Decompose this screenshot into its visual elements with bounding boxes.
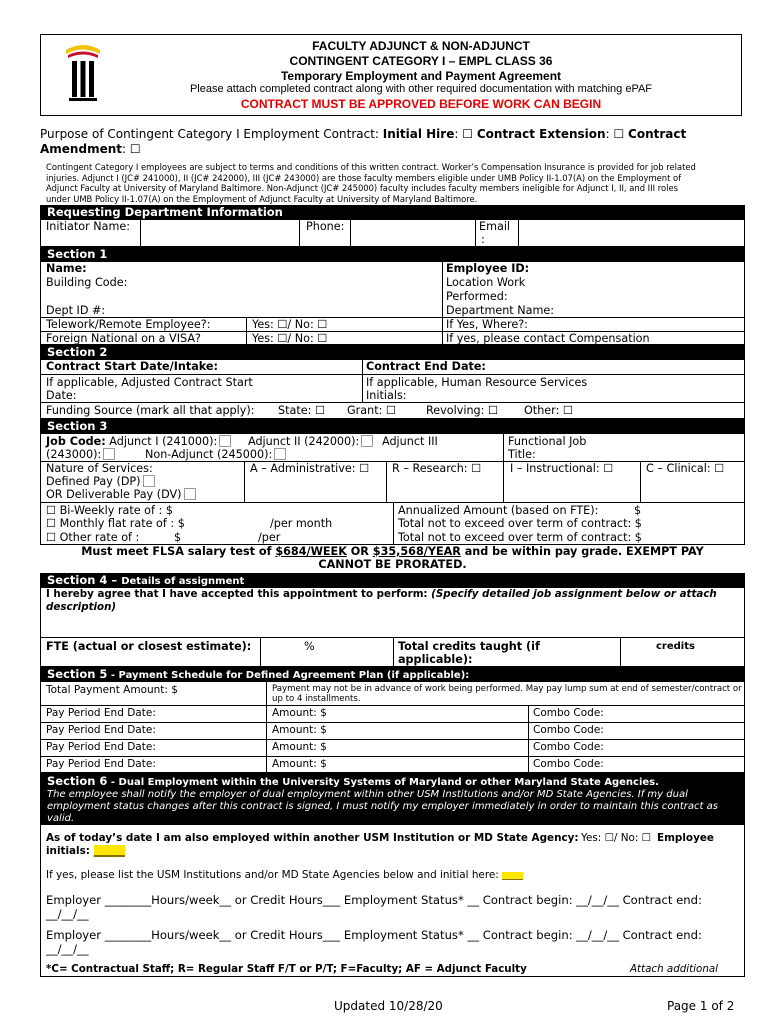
contract-end-label: Contract End Date: [366, 360, 486, 373]
dept-id-label: Dept ID #: [46, 304, 106, 317]
email-label-colon: : [481, 233, 485, 246]
section6-header: Section 6 - Dual Employment within the University Systems of Maryland or other Maryland State Agencies. The employee shall notify the employer of dual employment within other USM Institutions and/or MD State Agencies. If my dual employment status changes after this contract is signed, I must notify my employer immediately in order to maintain this contract as valid. [40, 773, 745, 825]
form-header [40, 34, 742, 116]
defined-pay-label: Defined Pay (DP) [46, 475, 141, 488]
visa-label: Foreign National on a VISA? [46, 332, 201, 345]
payment-note: Payment may not be in advance of work being performed. May pay lump sum at end of semester/contract or [272, 684, 742, 694]
flsa-notice: Must meet FLSA salary test of $684/WEEK OR $35,568/YEAR and be within pay grade. EXEMPT PAY [81, 545, 704, 558]
assignment-agreement-2: description) [46, 601, 117, 613]
phone-label: Phone: [306, 220, 345, 233]
total-payment-label: Total Payment Amount: $ [46, 684, 178, 696]
building-code-label: Building Code: [46, 276, 128, 289]
per-label: /per [258, 531, 281, 544]
intro-line: injuries. Adjunct I (JC# 241000), II (JC# 242000), III (JC# 243000) are those faculty members eligible under UMB Policy II-1.07(A) on the Employment of [46, 172, 682, 183]
requesting-dept-header: Requesting Department Information [40, 205, 745, 219]
contract-amendment-label-2: Amendment [40, 142, 122, 156]
employee-label: Employee [657, 832, 714, 844]
section3-header: Section 3 [40, 419, 745, 433]
employer-line-2-end-date[interactable]: __/__/__ [46, 942, 89, 956]
contract-extension-checkbox[interactable]: ☐ [613, 127, 625, 141]
adjunct2-label: Adjunct II (242000): [248, 435, 360, 448]
assignment-description-input[interactable] [40, 615, 745, 637]
funding-source-label: Funding Source (mark all that apply): [46, 404, 255, 417]
funding-grant-checkbox[interactable]: Grant: ☐ [347, 404, 396, 417]
adjunct3-label: Adjunct III [382, 435, 438, 448]
employer-line-1[interactable]: Employer ________Hours/week__ or Credit Hours___ Employment Status* __ Contract begin: __/__/__ Contract end: [46, 893, 702, 907]
dual-employment-notice: The employee shall notify the employer of dual employment within other USM Institutions and/or MD State Agencies. If my dual [47, 789, 688, 800]
employee-initials-input[interactable]: ______ [93, 845, 125, 857]
adjunct2-checkbox[interactable] [361, 435, 373, 447]
list-institutions-label: If yes, please list the USM Institutions and/or MD State Agencies below and initial here: [46, 869, 503, 881]
approval-warning: CONTRACT MUST BE APPROVED BEFORE WORK CAN BEGIN [240, 97, 602, 111]
col-divider [246, 317, 247, 345]
functional-title-label-2: Title: [508, 448, 536, 461]
row-divider [40, 374, 745, 375]
updated-date: Updated 10/28/20 [334, 999, 443, 1013]
employer-line-2[interactable]: Employer ________Hours/week__ or Credit Hours___ Employment Status* __ Contract begin: __/__/__ Contract end: [46, 928, 702, 942]
funding-state-checkbox[interactable]: State: ☐ [278, 404, 325, 417]
functional-title-label: Functional Job [508, 435, 587, 448]
form-title-line2: CONTINGENT CATEGORY I – EMPL CLASS 36 [289, 54, 553, 68]
col-divider [503, 461, 504, 502]
adjusted-start-label-2: Date: [46, 389, 77, 402]
pay-period-label: Pay Period End Date: [46, 707, 156, 719]
deliverable-pay-checkbox[interactable] [184, 488, 196, 500]
payment-note-2: up to 4 installments. [272, 694, 361, 704]
annualized-dollar: $ [634, 504, 642, 517]
email-input[interactable] [518, 219, 745, 247]
section4-header: Section 4 – Details of assignment [40, 573, 745, 587]
intro-paragraph [46, 162, 746, 204]
employment-status-legend: *C= Contractual Staff; R= Regular Staff F/T or P/T; F=Faculty; AF = Adjunct Faculty [46, 963, 527, 975]
contract-amendment-checkbox[interactable]: ☐ [129, 142, 141, 156]
initial-hire-label: Initial Hire [382, 127, 455, 141]
page-number: Page 1 of 2 [667, 999, 735, 1013]
row-divider [40, 722, 745, 723]
monthly-rate-checkbox[interactable]: ☐ Monthly flat rate of : $ [46, 517, 185, 530]
visa-yes-no[interactable]: Yes: ☐/ No: ☐ [252, 332, 328, 345]
col-divider [386, 461, 387, 502]
col-divider [362, 359, 363, 402]
employee-initials-label: initials: [46, 845, 94, 857]
col-divider [260, 637, 261, 667]
funding-other-checkbox[interactable]: Other: ☐ [524, 404, 573, 417]
combo-code-label: Combo Code: [533, 707, 604, 719]
attach-additional-note: Attach additional [630, 963, 719, 975]
phone-input[interactable] [350, 219, 476, 247]
section1-header: Section 1 [40, 247, 745, 261]
deliverable-pay-label: OR Deliverable Pay (DV) [46, 488, 182, 501]
row-divider [40, 739, 745, 740]
amount-label: Amount: $ [272, 707, 327, 719]
section2-header: Section 2 [40, 345, 745, 359]
email-label: Email [479, 220, 511, 233]
nature-of-services-label: Nature of Services: [46, 462, 153, 475]
dual-employment-question: As of today’s date I am also employed within another USM Institution or MD State Agency: [46, 832, 579, 844]
where-label: If Yes, Where?: [446, 318, 528, 331]
dual-employment-notice-2: employment status changes after this contract is signed, I must notify my employer immediately in order to maintain this contract as [47, 801, 718, 812]
col-divider [620, 637, 621, 667]
intro-line: Adjunct Faculty at University of Maryland Baltimore. Non-Adjunct (JC# 245000) faculty includes faculty members ineligible for Adjunct I, II, and III roles [46, 183, 678, 193]
row-divider [40, 705, 745, 706]
total-not-exceed-label-2: Total not to exceed over term of contract: $ [398, 531, 642, 544]
combo-code-label: Combo Code: [533, 758, 604, 770]
other-rate-checkbox[interactable]: ☐ Other rate of : [46, 531, 140, 544]
adjusted-start-label: If applicable, Adjusted Contract Start [46, 376, 253, 389]
university-logo-icon [63, 41, 103, 107]
section5-header: Section 5 - Payment Schedule for Defined Agreement Plan (if applicable): [40, 667, 745, 681]
fte-percent[interactable]: % [304, 640, 315, 653]
clinical-checkbox[interactable]: C – Clinical: ☐ [646, 462, 725, 475]
form-instructions: Please attach completed contract along with other required documentation with matching ePAF [189, 83, 653, 95]
flsa-notice-2: CANNOT BE PRORATED. [318, 558, 467, 571]
assignment-agreement: I hereby agree that I have accepted this appointment to perform: (Specify detailed job assignment below or attach [46, 588, 717, 600]
form-title-line3: Temporary Employment and Payment Agreement [280, 69, 562, 83]
col-divider [393, 637, 394, 667]
defined-pay-checkbox[interactable] [143, 475, 155, 487]
telework-label: Telework/Remote Employee?: [46, 318, 211, 331]
employee-id-label: Employee ID: [446, 262, 530, 275]
amount-label: Amount: $ [272, 741, 327, 753]
purpose-label: Purpose of Contingent Category I Employment Contract: [40, 127, 383, 141]
col-divider [244, 461, 245, 502]
pay-period-label: Pay Period End Date: [46, 758, 156, 770]
biweekly-rate-checkbox[interactable]: ☐ Bi-Weekly rate of : $ [46, 504, 173, 517]
adjunct1-checkbox[interactable] [219, 435, 231, 447]
pay-period-label: Pay Period End Date: [46, 724, 156, 736]
amount-label: Amount: $ [272, 724, 327, 736]
telework-yes-no[interactable]: Yes: ☐/ No: ☐ [252, 318, 328, 331]
initiator-name-input[interactable] [140, 219, 300, 247]
form-title-line1: FACULTY ADJUNCT & NON-ADJUNCT [312, 39, 530, 53]
location-work-label: Location Work [446, 276, 526, 289]
intro-line: under UMB Policy II-1.07(A) on the Employment of Adjunct Faculty at University of Maryland Baltimore. [46, 193, 478, 204]
contract-amendment-label: Contract [628, 127, 687, 141]
department-name-label: Department Name: [446, 304, 555, 317]
name-label: Name: [46, 262, 87, 275]
contract-start-label: Contract Start Date/Intake: [46, 360, 218, 373]
dual-employment-yes-no[interactable]: Yes: ☐/ No: ☐ [581, 832, 651, 844]
section1-divider [442, 261, 443, 345]
adjunct3-checkbox[interactable] [103, 448, 115, 460]
total-credits-label: Total credits taught (if [398, 640, 540, 653]
total-not-exceed-label: Total not to exceed over term of contract: $ [398, 517, 642, 530]
amount-label: Amount: $ [272, 758, 327, 770]
hr-initials-label: If applicable, Human Resource Services [366, 376, 588, 389]
hr-initials-label-2: Initials: [366, 389, 407, 402]
non-adjunct-checkbox[interactable] [274, 448, 286, 460]
contract-purpose: Purpose of Contingent Category I Employment Contract: Initial Hire: ☐ Contract Extension: ☐ Contract Amendment: ☐ [40, 127, 687, 156]
location-work-label-2: Performed: [446, 290, 508, 303]
col-divider [266, 681, 267, 773]
contact-compensation-note: If yes, please contact Compensation [446, 332, 650, 345]
col-divider [640, 461, 641, 502]
dual-employment-notice-3: valid. [47, 813, 75, 824]
total-credits-label-2: applicable): [398, 653, 473, 666]
non-adjunct-label: Non-Adjunct (245000): [145, 448, 273, 461]
col-divider [503, 433, 504, 461]
row-divider [40, 756, 745, 757]
fte-label: FTE (actual or closest estimate): [46, 640, 252, 653]
annualized-amount-label: Annualized Amount (based on FTE): [398, 504, 599, 517]
initial-hire-checkbox[interactable]: ☐ [462, 127, 473, 141]
per-month-label: /per month [270, 517, 333, 530]
list-initials-input[interactable]: ______ [502, 872, 524, 880]
combo-code-label: Combo Code: [533, 724, 604, 736]
other-rate-dollar: $ [174, 531, 182, 544]
initiator-label: Initiator Name: [46, 220, 131, 233]
funding-revolving-checkbox[interactable]: Revolving: ☐ [426, 404, 499, 417]
combo-code-label: Combo Code: [533, 741, 604, 753]
research-checkbox[interactable]: R – Research: ☐ [392, 462, 482, 475]
instructional-checkbox[interactable]: I – Instructional: ☐ [510, 462, 614, 475]
employer-line-1-end-date[interactable]: __/__/__ [46, 907, 89, 921]
col-divider [393, 502, 394, 545]
credits-unit: credits [656, 641, 695, 652]
pay-period-label: Pay Period End Date: [46, 741, 156, 753]
job-code-label: Job Code: [46, 435, 106, 448]
intro-line: Contingent Category I employees are subject to terms and conditions of this written contract. Worker’s Compensation Insurance is provided for job related [46, 162, 696, 172]
administrative-checkbox[interactable]: A – Administrative: ☐ [250, 462, 370, 475]
adjunct3-code: (243000): [46, 448, 102, 461]
adjunct1-label: Adjunct I (241000): [105, 435, 218, 448]
contract-extension-label: Contract Extension [476, 127, 606, 141]
